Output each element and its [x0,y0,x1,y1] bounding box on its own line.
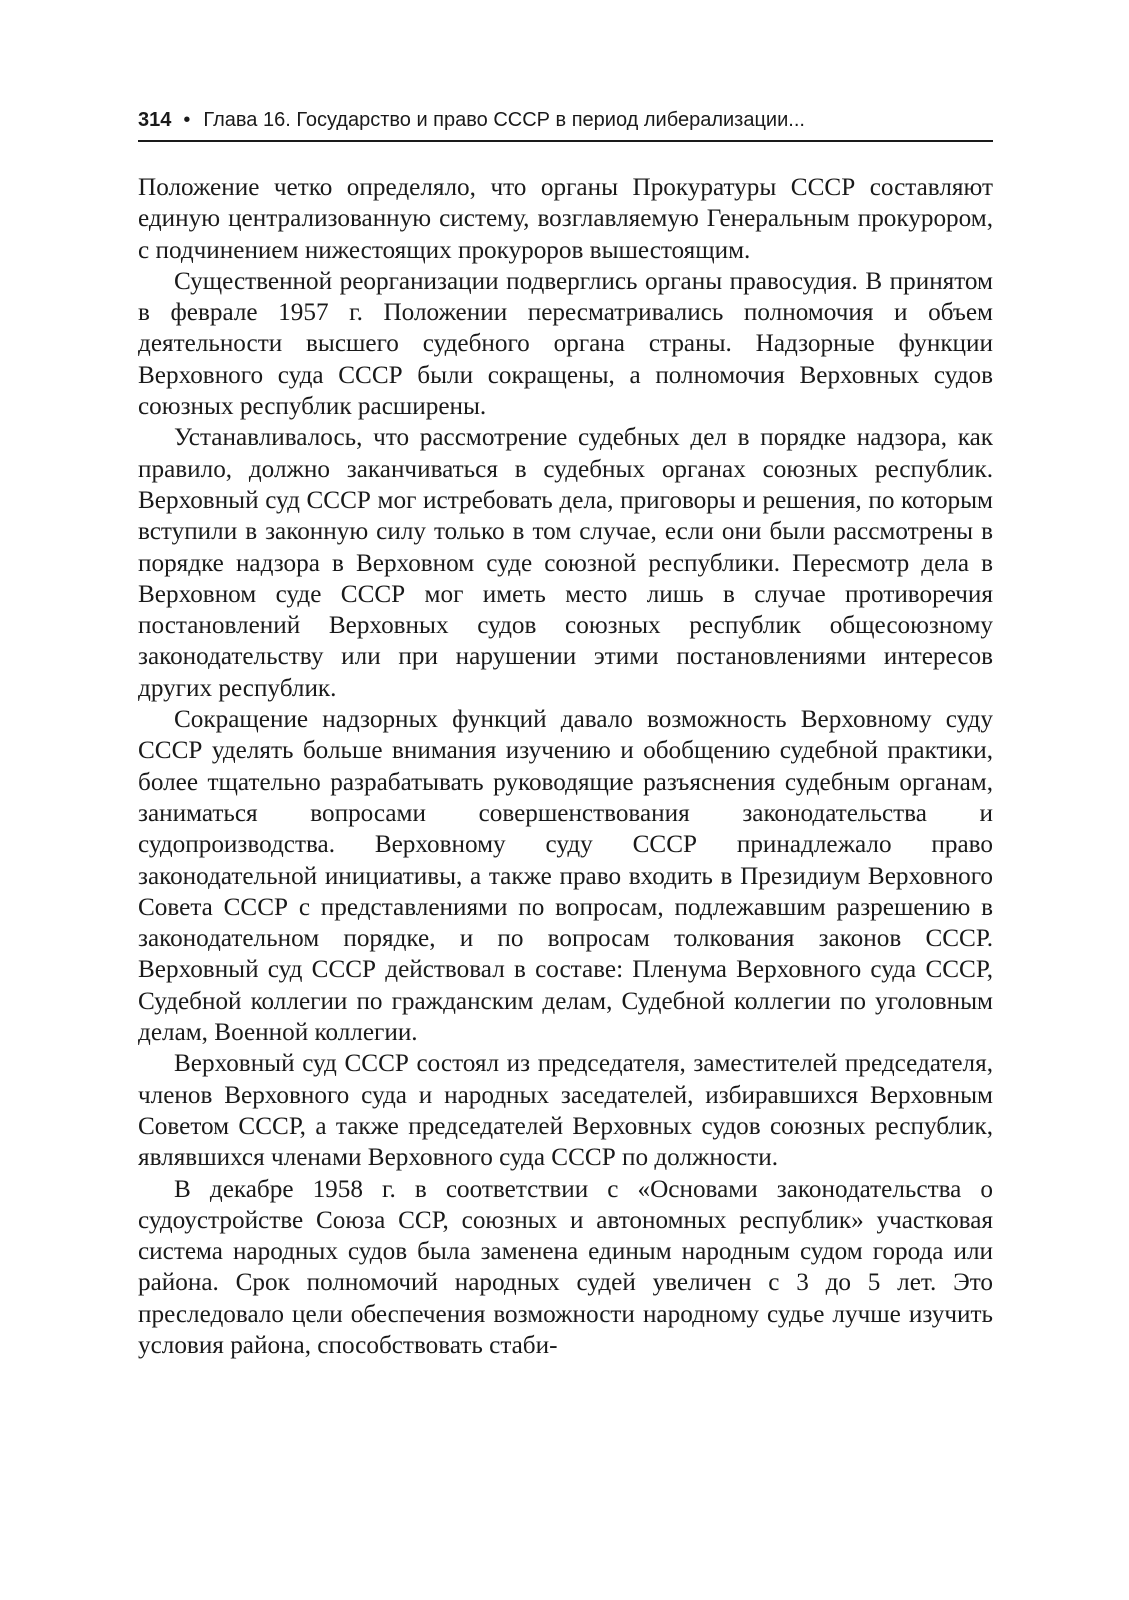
chapter-title: Глава 16. Государство и право СССР в период либерализации... [203,109,805,131]
header-separator: • [183,109,191,131]
paragraph: Существенной реорганизации подверглись органы правосудия. В принятом в феврале 1957 г. Положении пересматривались полномочия и объем деятельности высшего судебного органа страны. Надзорные функции Верховного суда СССР были сокращены, а полномочия Верховных судов союзных республик расширены. [138,267,993,421]
running-header [138,106,993,142]
body-text [138,172,993,1361]
paragraph: Сокращение надзорных функций давало возможность Верховному суду СССР уделять больше внимания изучению и обобщению судебной практики, более тщательно разрабатывать руководящие разъяснения судебным органам, заниматься вопросами совершенствования законодательства и судопроизводства. Верховному суду СССР принадлежало право законодательной инициативы, а также право входить в Президиум Верховного Совета СССР с представлениями по вопросам, подлежавшим разрешению в законодательном порядке, и по вопросам толкования законов СССР. Верховный суд СССР действовал в составе: Пленума Верховного суда СССР, Судебной коллегии по гражданским делам, Судебной коллегии по уголовным делам, Военной коллегии. [138,706,993,1047]
paragraph: Верховный суд СССР состоял из председателя, заместителей председателя, членов Верховного суда и народных заседателей, избиравшихся Верховным Советом СССР, а также председателей Верховных судов союзных республик, являвшихся членами Верховного суда СССР по должности. [138,1050,993,1172]
paragraph: Положение четко определяло, что органы Прокуратуры СССР составляют единую централизованную систему, возглавляемую Генеральным прокурором, с подчинением нижестоящих прокуроров вышестоящим. [138,174,993,264]
paragraph: Устанавливалось, что рассмотрение судебных дел в порядке надзора, как правило, должно заканчиваться в судебных органах союзных республик. Верховный суд СССР мог истребовать дела, приговоры и решения, по которым вступили в законную силу только в том случае, если они были рассмотрены в порядке надзора в Верховном суде союзной республики. Пересмотр дела в Верховном суде СССР мог иметь место лишь в случае противоречия постановлений Верховных судов союзных республик общесоюзному законодательству или при нарушении этими постановлениями интересов других республик. [138,424,993,702]
paragraph: В декабре 1958 г. в соответствии с «Основами законодательства о судоустройстве Союза ССР, союзных и автономных республик» участковая система народных судов была заменена единым народным судом города или района. Срок полномочий народных судей увеличен с 3 до 5 лет. Это преследовало цели обеспечения возможности народному судье лучше изучить условия района, способствовать стаби- [138,1175,993,1359]
page-number: 314 [138,109,172,131]
